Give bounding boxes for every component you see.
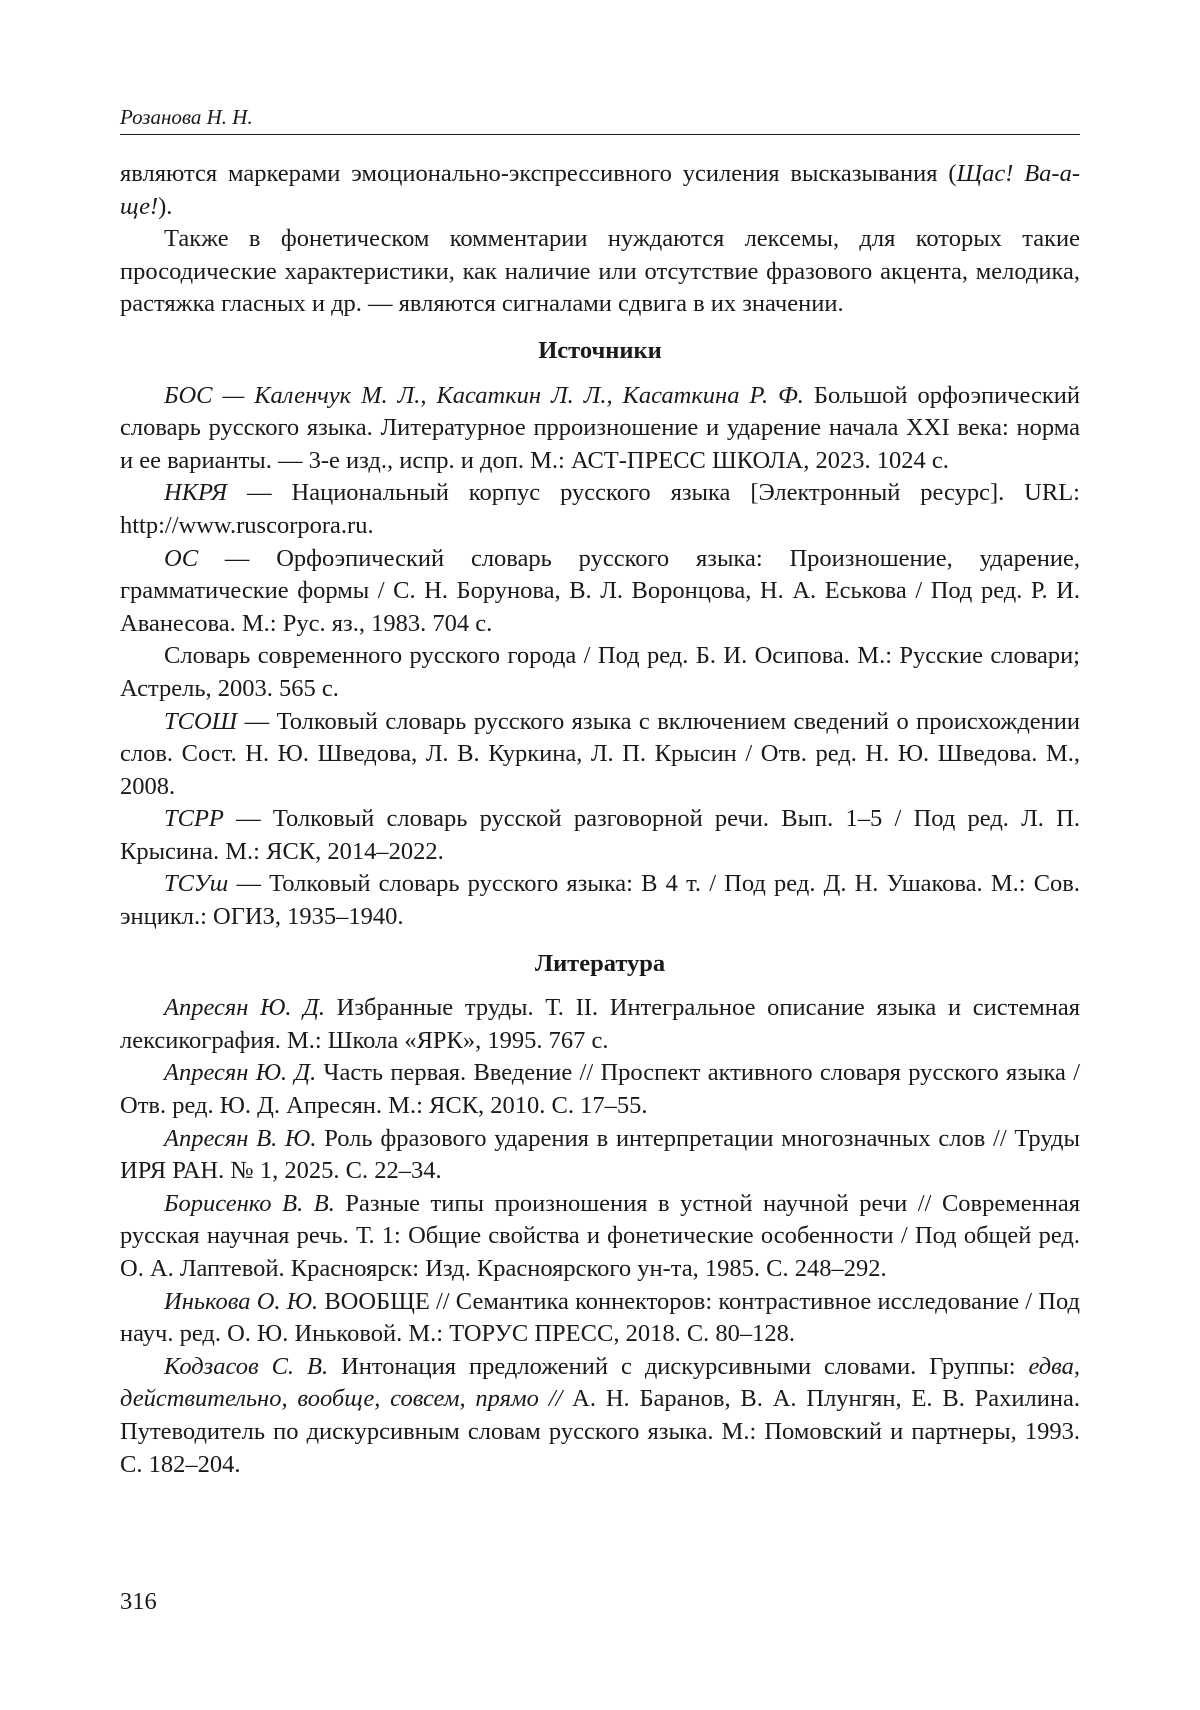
running-header bbox=[120, 100, 1080, 135]
literature-entry bbox=[120, 1123, 1080, 1188]
sources-list bbox=[120, 380, 1080, 934]
literature-entry bbox=[120, 1351, 1080, 1481]
page-body bbox=[120, 158, 1080, 1481]
literature-heading: Литература bbox=[534, 949, 666, 977]
source-entry bbox=[120, 380, 1080, 478]
source-text: — Толковый словарь русского языка: В 4 т. / Под ред. Д. Н. Ушакова. М.: Сов. энцикл.: ОГИЗ, 1935–1940. bbox=[120, 870, 1080, 931]
source-entry bbox=[120, 868, 1080, 933]
literature-text: Избранные труды. Т. II. Интегральное описание языка и системная лексикография. М.: Школа «ЯРК», 1995. 767 с. bbox=[120, 994, 1080, 1054]
source-author: ТСОШ bbox=[164, 707, 238, 735]
literature-list bbox=[120, 992, 1080, 1481]
literature-author: Инькова О. Ю. bbox=[164, 1287, 319, 1315]
source-author: ОС bbox=[164, 544, 199, 572]
page-number: 316 bbox=[120, 1588, 157, 1615]
literature-text-continued: А. Н. Баранов, В. А. Плунгян, Е. В. Рахилина. Путеводитель по дискурсивным словам русского языка. М.: Помовский и партнеры, 1993. С. 182–204. bbox=[120, 1385, 1080, 1478]
literature-entry bbox=[120, 1286, 1080, 1351]
source-text: — Орфоэпический словарь русского языка: Произношение, ударение, грамматические формы / С. Н. Борунова, В. Л. Воронцова, Н. А. Еськова / Под ред. Р. И. Аванесова. М.: Рус. яз., 1983. 704 с. bbox=[120, 544, 1080, 637]
literature-author: Апресян Ю. Д. bbox=[164, 994, 325, 1022]
source-author: НКРЯ bbox=[164, 479, 228, 507]
source-text: Словарь современного русского города / Под ред. Б. И. Осипова. М.: Русские словари; Астрель, 2003. 565 с. bbox=[120, 642, 1080, 702]
literature-author: Борисенко В. В. bbox=[164, 1189, 335, 1217]
intro-paragraph-1 bbox=[120, 158, 1080, 223]
intro-p1-examples: Щас! Ва-а-ще! bbox=[120, 160, 1080, 220]
sources-heading: Источники bbox=[538, 336, 662, 364]
source-text: — Национальный корпус русского языка [Электронный ресурс]. URL: http://www.ruscorpora.ru. bbox=[120, 479, 1080, 539]
source-entry bbox=[120, 543, 1080, 641]
intro-p1-text: являются маркерами эмоционально-экспрессивного усиления высказывания ( bbox=[120, 160, 957, 187]
literature-entry bbox=[120, 1057, 1080, 1122]
literature-text: Часть первая. Введение // Проспект активного словаря русского языка / Отв. ред. Ю. Д. Апресян. М.: ЯСК, 2010. С. 17–55. bbox=[120, 1059, 1080, 1120]
literature-text: Роль фразового ударения в интерпретации многозначных слов // Труды ИРЯ РАН. № 1, 2025. С. 22–34. bbox=[120, 1124, 1080, 1185]
intro-paragraph-2: Также в фонетическом комментарии нуждаются лексемы, для которых такие просодические характеристики, как наличие или отсутствие фразового акцента, мелодика, растяжка гласных и др. — являются сигналами сдвига в их значении. bbox=[120, 225, 1080, 318]
source-entry bbox=[120, 477, 1080, 542]
literature-italic-words: едва, действительно, вообще, совсем, прямо // bbox=[120, 1352, 1080, 1413]
source-entry bbox=[120, 803, 1080, 868]
running-head-author: Розанова Н. Н. bbox=[120, 105, 253, 129]
literature-author: Апресян Ю. Д. bbox=[164, 1059, 317, 1087]
source-author: БОС — Каленчук М. Л., Касаткин Л. Л., Касаткина Р. Ф. bbox=[164, 381, 804, 409]
source-entry bbox=[120, 706, 1080, 804]
literature-text: Разные типы произношения в устной научной речи // Современная русская научная речь. Т. 1: Общие свойства и фонетические особенности / Под общей ред. О. А. Лаптевой. Красноярск: Изд. Красноярского ун-та, 1985. С. 248–292. bbox=[120, 1189, 1080, 1282]
literature-author: Апресян В. Ю. bbox=[164, 1124, 317, 1152]
source-entry bbox=[120, 640, 1080, 705]
literature-text: Интонация предложений с дискурсивными словами. Группы: bbox=[328, 1352, 1029, 1380]
literature-entry bbox=[120, 1188, 1080, 1286]
intro-p1-end: ). bbox=[158, 192, 173, 220]
source-text: — Толковый словарь русского языка с включением сведений о происхождении слов. Сост. Н. Ю. Шведова, Л. В. Куркина, Л. П. Крысин / Отв. ред. Н. Ю. Шведова. М., 2008. bbox=[120, 707, 1080, 800]
source-text: — Толковый словарь русской разговорной речи. Вып. 1–5 / Под ред. Л. П. Крысина. М.: ЯСК, 2014–2022. bbox=[120, 805, 1080, 865]
source-text: Большой орфоэпический словарь русского языка. Литературное прроизношение и ударение начала XXI века: норма и ее варианты. — 3-е изд., испр. и доп. М.: АСТ-ПРЕСС ШКОЛА, 2023. 1024 с. bbox=[120, 381, 1081, 474]
source-author: ТСУш bbox=[164, 870, 229, 898]
source-author: ТСРР bbox=[164, 805, 224, 833]
literature-entry bbox=[120, 992, 1080, 1057]
literature-text: ВООБЩЕ // Семантика коннекторов: контрастивное исследование / Под науч. ред. О. Ю. Иньковой. М.: ТОРУС ПРЕСС, 2018. С. 80–128. bbox=[120, 1287, 1080, 1348]
literature-author: Кодзасов С. В. bbox=[164, 1352, 329, 1380]
